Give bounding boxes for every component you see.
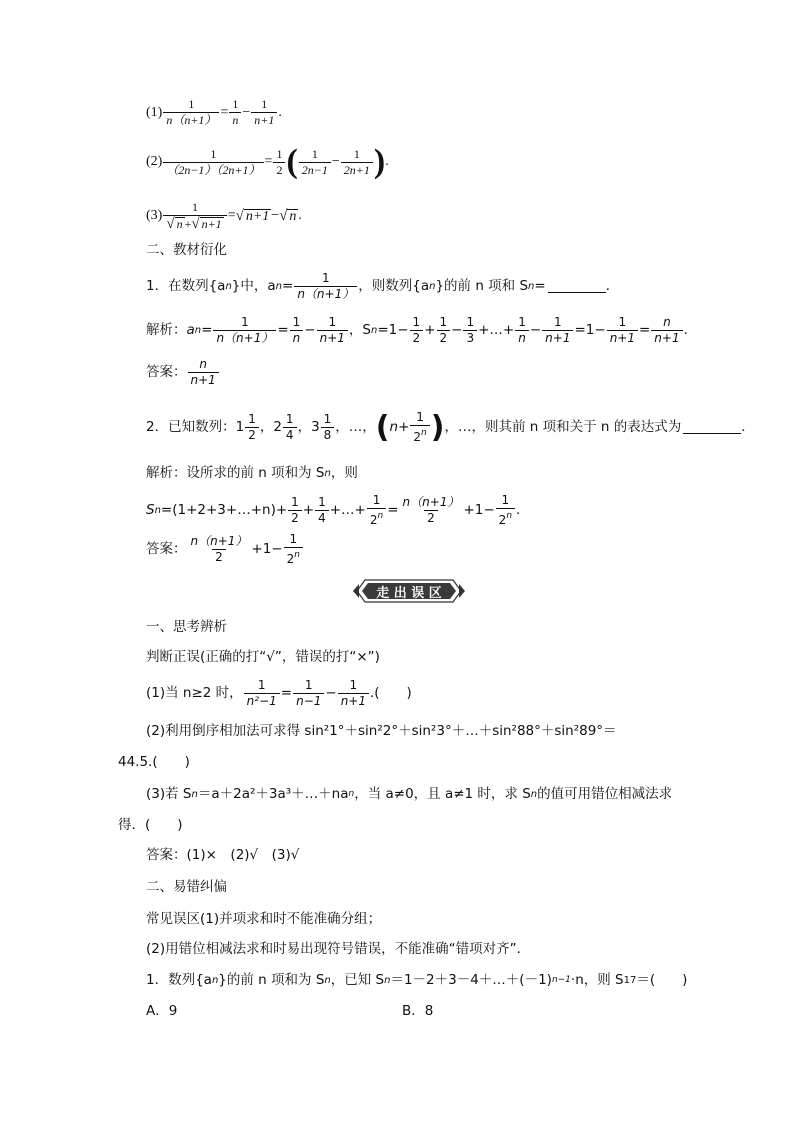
period: . bbox=[385, 154, 389, 170]
right-bracket: ) bbox=[373, 143, 386, 180]
q1-answer: 答案： n n+1 bbox=[146, 358, 220, 387]
formula-3 bbox=[146, 201, 302, 231]
fraction: $\frac{1}{2^n}$ bbox=[367, 494, 386, 527]
mistake-line-1: 常见误区(1)并项求和时不能准确分组； bbox=[146, 911, 382, 927]
sqrt: √ n bbox=[166, 216, 183, 232]
fraction: $\frac{1}{(2n-1)(2n+1)}$ bbox=[163, 148, 263, 177]
minus: − bbox=[331, 154, 340, 170]
fraction: $\frac{1}{n+1}$ bbox=[317, 316, 348, 345]
fraction: 1 2n−1 bbox=[299, 148, 331, 177]
minus: − bbox=[271, 208, 280, 223]
minus: − bbox=[242, 104, 251, 120]
section-title: 二、易错纠偏 bbox=[146, 879, 227, 895]
think-item-3-cont: 得．( ) bbox=[118, 817, 183, 833]
fraction: n（n+1） 2 bbox=[190, 534, 248, 564]
fraction: $\frac{1}{3}$ bbox=[463, 316, 477, 345]
answer-blank[interactable] bbox=[683, 421, 741, 434]
fraction: $\frac{1}{4}$ bbox=[315, 496, 329, 525]
q1-solution: 解析： a n = $\frac{1}{n(n+1)}$ = $\frac{1}{n}$ − $\frac{1}{n+1}$ ，S n =1− $\frac{1}{2}$ + $\frac{1}{2}$ − $\frac{1}{3}$ +…+ $\frac{1}{n}$ − $\frac{1}{n+1}$ =1− $\frac{1}{n+1}$ = $\frac{n}{n+1}$ . bbox=[146, 315, 688, 345]
answer-blank[interactable] bbox=[548, 280, 606, 293]
formula-1 bbox=[146, 98, 282, 127]
fraction: $\frac{1}{n(n+1)}$ bbox=[213, 316, 276, 345]
mistake-question-1: 1．数列{a n }的前 n 项和为 S n ，已知 S n ＝1－2＋3－4＋…＋(－1) n−1 ·n，则 S 17 ＝( ) bbox=[146, 972, 688, 988]
section-title: 一、思考辨析 bbox=[146, 619, 227, 635]
fraction: $\frac{1}{\text{n²−1}}$ bbox=[244, 679, 280, 708]
sqrt: √ n+1 bbox=[235, 207, 270, 224]
fraction: $\frac{1}{2^n}$ bbox=[284, 533, 303, 566]
fraction: $\frac{1}{2}$ bbox=[410, 316, 424, 345]
fraction: $\frac{1}{n(n+1)}$ bbox=[163, 98, 219, 127]
q2-solution-intro: 解析：设所求的前 n 项和为 S n ，则 bbox=[146, 465, 358, 481]
fraction: 1 8 bbox=[321, 413, 335, 442]
think-item-3: (3)若 S n ＝a＋2a²＋3a³＋…＋na n ，当 a≠0，且 a≠1 时，求 S n 的值可用错位相减法求 bbox=[146, 786, 673, 802]
fraction: $\frac{1}{n+1}$ bbox=[607, 316, 638, 345]
equals: = bbox=[227, 208, 236, 223]
think-intro: 判断正误(正确的打“√”，错误的打“×”) bbox=[146, 649, 380, 665]
fraction: $\frac{n(n+1)}{2}$ bbox=[402, 495, 460, 525]
fraction: $\frac{1}{n}$ bbox=[229, 98, 241, 127]
think-item-2-cont: 44.5.( ) bbox=[118, 754, 190, 770]
fraction: $\frac{1}{n}$ bbox=[515, 316, 529, 345]
think-item-2: (2)利用倒序相加法可求得 sin²1°＋sin²2°＋sin²3°＋…＋sin²88°＋sin²89°＝ bbox=[146, 723, 617, 739]
formula-label: (3) bbox=[146, 208, 163, 223]
fraction: 1 2 bbox=[245, 413, 259, 442]
mistake-line-2: (2)用错位相减法求和时易出现符号错误，不能准确“错项对齐”． bbox=[146, 941, 531, 957]
period: . bbox=[298, 208, 302, 223]
banner-text: 走 出 误 区 bbox=[376, 585, 442, 601]
fraction: n n+1 bbox=[188, 358, 219, 387]
section-title: 二、教材衍化 bbox=[146, 242, 227, 258]
option-a[interactable]: A．9 bbox=[146, 1003, 178, 1019]
fraction: $\frac{1}{n(n+1)}$ bbox=[294, 272, 357, 301]
q2-solution: S n =(1+2+3+…+n)+ $\frac{1}{2}$ + $\frac{1}{4}$ +…+ $\frac{1}{2^n}$ = $\frac{n(n+1)}{2}$ +1− $\frac{1}{2^n}$ . bbox=[146, 493, 521, 527]
fraction: $\frac{1}{n+1}$ bbox=[338, 679, 369, 708]
fraction: 1 √ n + √ n+1 bbox=[163, 201, 226, 231]
fraction: $\frac{1}{n+1}$ bbox=[251, 98, 277, 127]
formula-label: (2) bbox=[146, 154, 163, 170]
fraction: $\frac{1}{2^n}$ bbox=[496, 494, 515, 527]
section-banner bbox=[353, 578, 465, 604]
fraction: $\frac{1}{2^n}$ bbox=[410, 411, 429, 444]
fraction: $\frac{1}{2n+1}$ bbox=[341, 148, 373, 177]
fraction: 1 4 bbox=[283, 413, 297, 442]
fraction: $\frac{1}{n-1}$ bbox=[293, 679, 324, 708]
sqrt: √ n bbox=[279, 207, 297, 224]
left-bracket: ( bbox=[286, 143, 298, 180]
think-item-1: (1)当 n≥2 时， $\frac{1}{\text{n²−1}}$ = $\frac{1}{n-1}$ − $\frac{1}{n+1}$ .( ) bbox=[146, 678, 412, 708]
question-2: 2．已知数列： 1 1 2 ， 2 1 4 ， 3 1 8 ，…， ( n+ $\frac{1}{2^n}$ ) ，…，则其前 n 项和关于 n 的表达式为 ． bbox=[146, 410, 755, 445]
sqrt: √ n+1 bbox=[191, 216, 222, 232]
fraction: $\frac{1}{2}$ bbox=[273, 148, 285, 177]
think-answer: 答案：(1)× (2)√ (3)√ bbox=[146, 847, 300, 863]
period: . bbox=[278, 104, 282, 120]
equals: = bbox=[264, 154, 273, 170]
q2-answer: 答案： n（n+1） 2 +1− $\frac{1}{2^n}$ bbox=[146, 533, 304, 566]
fraction: $\frac{n}{n+1}$ bbox=[651, 316, 682, 345]
equals: = bbox=[220, 104, 229, 120]
fraction: $\frac{1}{n}$ bbox=[290, 316, 304, 345]
formula-label: (1) bbox=[146, 104, 163, 120]
question-1: 1．在数列{a n }中，a n = $\frac{1}{n(n+1)}$ ，则数列{a n }的前 n 项和 S n = ． bbox=[146, 271, 620, 301]
option-b[interactable]: B．8 bbox=[402, 1003, 434, 1019]
fraction: $\frac{1}{2}$ bbox=[288, 496, 302, 525]
formula-2 bbox=[146, 143, 389, 180]
fraction: $\frac{1}{2}$ bbox=[437, 316, 451, 345]
fraction: $\frac{1}{n+1}$ bbox=[542, 316, 573, 345]
